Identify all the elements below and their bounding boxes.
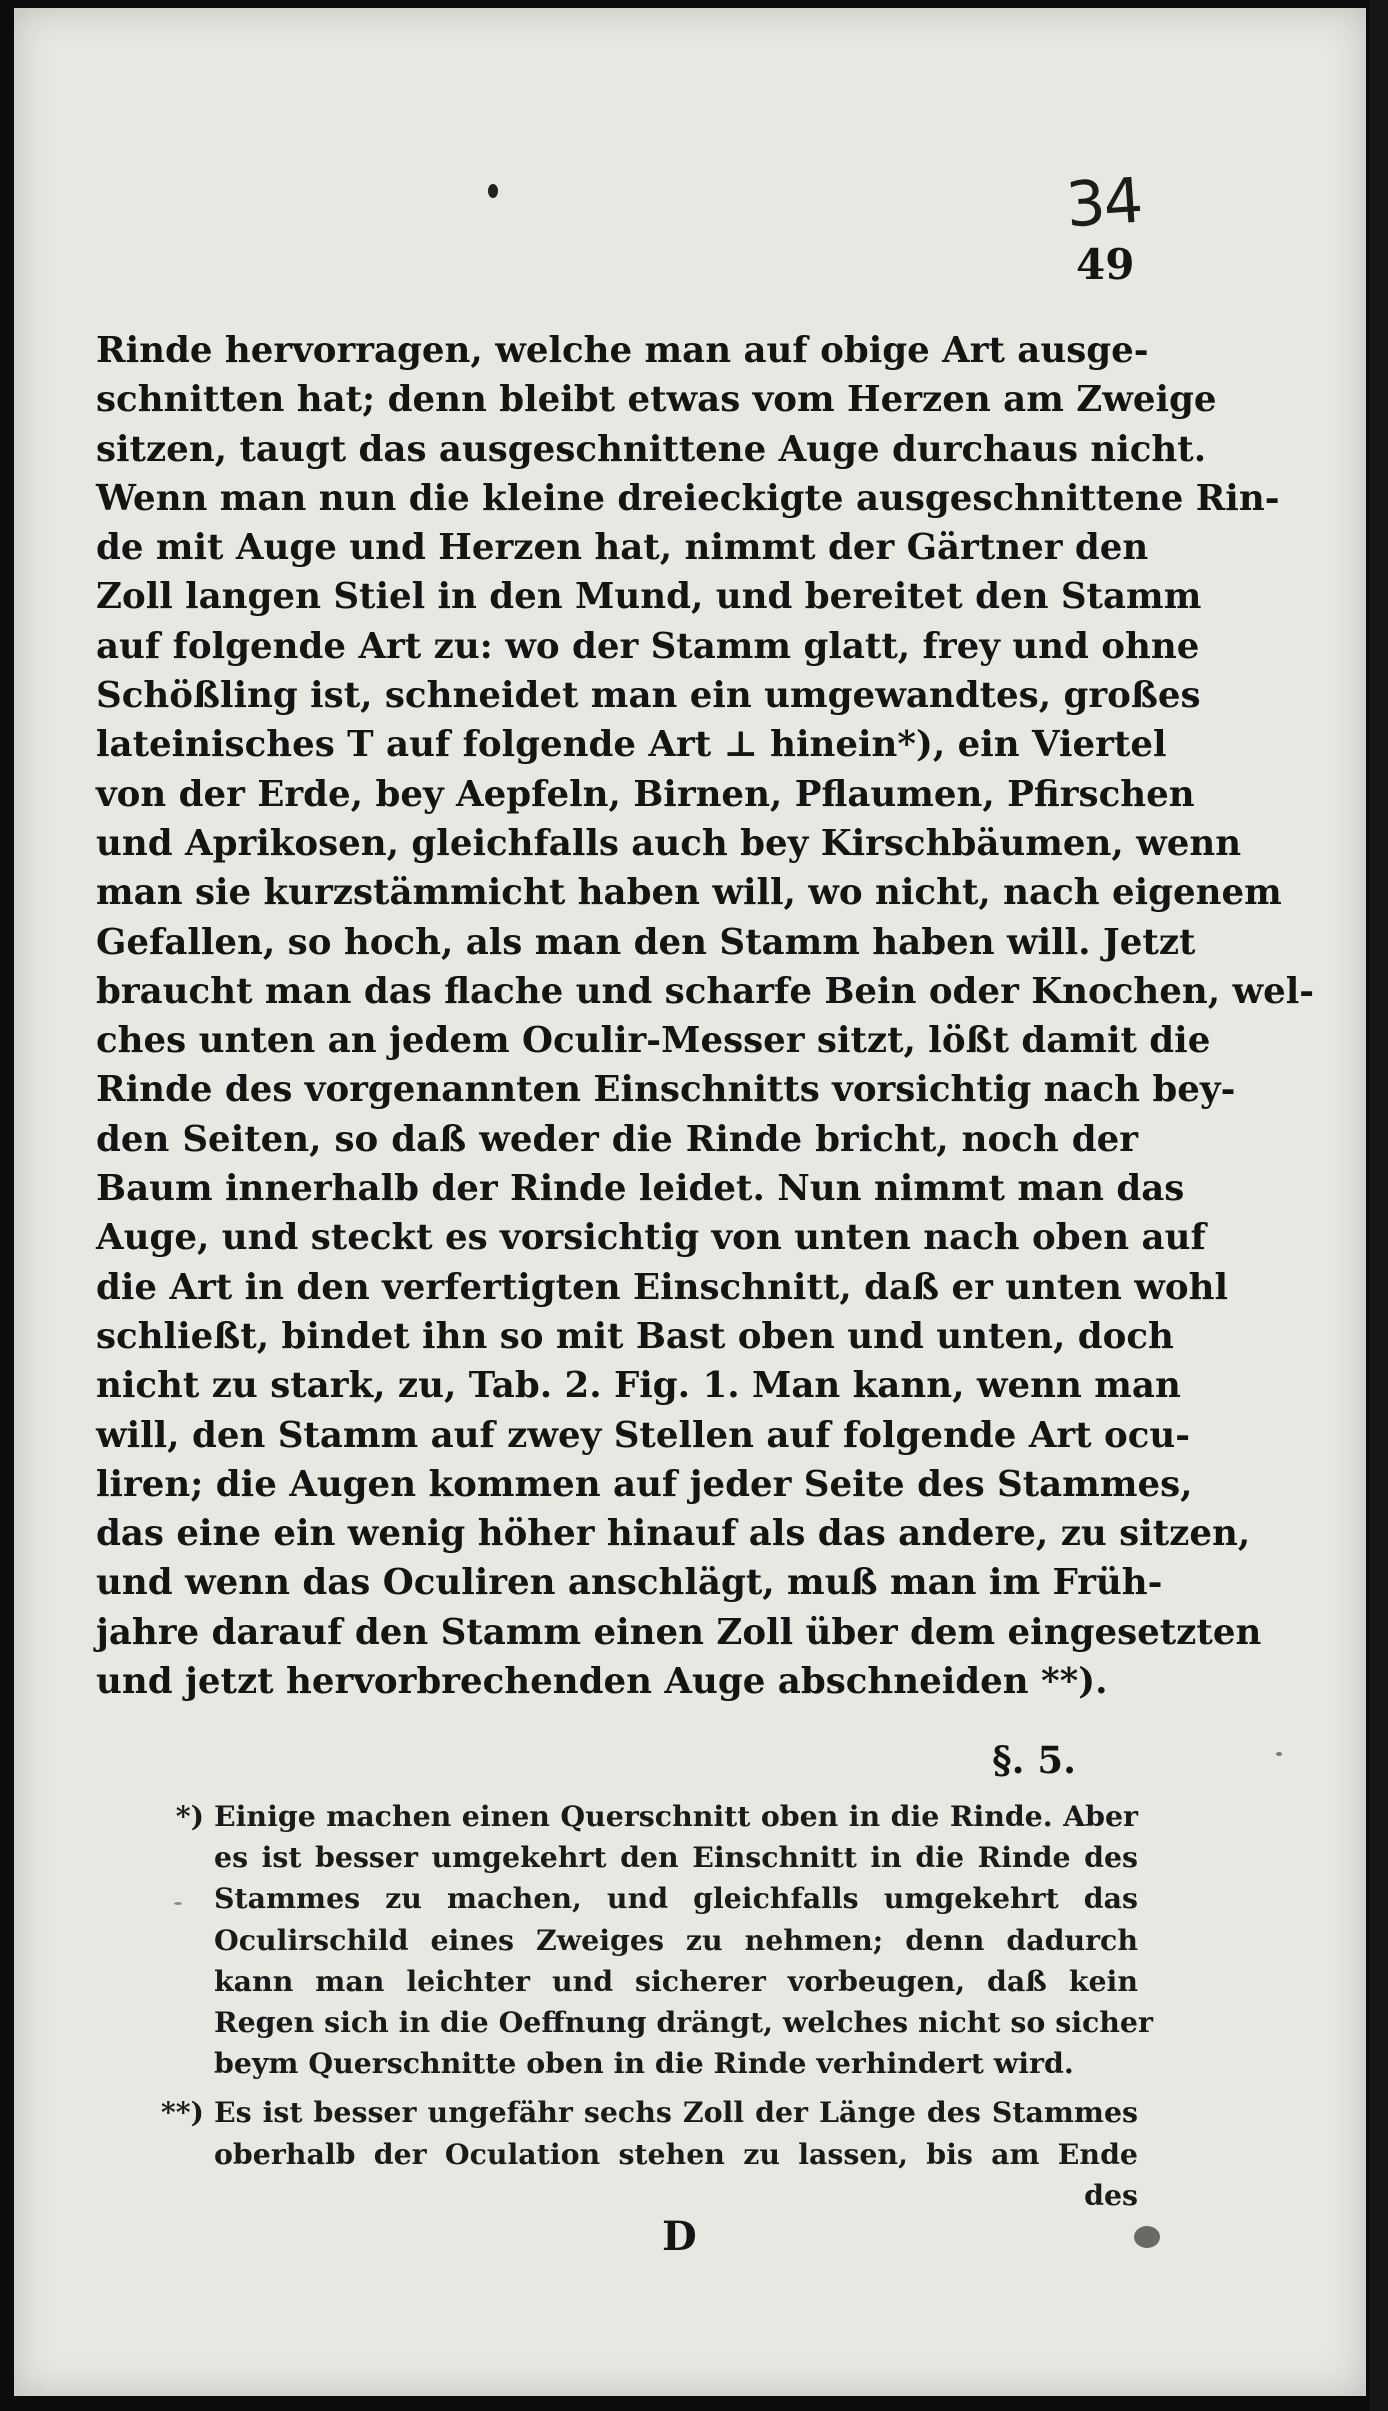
text-line: will, den Stamm auf zwey Stellen auf folgende Art ocu- [96,1414,1191,1456]
text-line: auf folgende Art zu: wo der Stamm glatt, frey und ohne [96,625,1200,667]
text-line: das eine ein wenig höher hinauf als das andere, zu sitzen, [96,1513,1251,1555]
footnote-mark: *) [175,1799,204,1833]
text-line: schnitten hat; denn bleibt etwas vom Herzen am Zweige [96,379,1217,421]
text-line: Rinde des vorgenannten Einschnitts vorsichtig nach bey- [96,1069,1236,1111]
ink-speck [174,1902,182,1905]
text-line: Schößling ist, schneidet man ein umgewandtes, großes [96,675,1201,717]
ink-dot [488,184,498,198]
footnote-line: Oculirschild eines Zweiges zu nehmen; denn dadurch [214,1922,1138,1957]
text-line: schließt, bindet ihn so mit Bast oben und unten, doch [96,1315,1174,1357]
text-line: und wenn das Oculiren anschlägt, muß man im Früh- [96,1562,1163,1604]
handwritten-folio-number: 34 [1063,163,1144,242]
text-line: die Art in den verfertigten Einschnitt, daß er unten wohl [96,1266,1229,1308]
text-line: sitzen, taugt das ausgeschnittene Auge durchaus nicht. [96,428,1207,470]
text-line: Baum innerhalb der Rinde leidet. Nun nimmt man das [96,1168,1185,1210]
scanned-page [14,8,1366,2396]
footnote-mark: **) [160,2095,204,2130]
footnote-line: kann man leichter und sicherer vorbeugen, daß kein [214,1963,1138,1998]
text-line: nicht zu stark, zu, Tab. 2. Fig. 1. Man kann, wenn man [96,1365,1181,1407]
text-line: Rinde hervorragen, welche man auf obige Art ausge- [96,330,1149,371]
footnotes-block [126,1796,1153,2216]
text-line: Auge, und steckt es vorsichtig von unten nach oben auf [96,1217,1206,1259]
text-line: von der Erde, bey Aepfeln, Birnen, Pflaumen, Pfirschen [96,773,1195,815]
scan-edge [1370,0,1388,2411]
text-line: Gefallen, so hoch, als man den Stamm haben will. Jetzt [96,921,1196,963]
text-line: Zoll langen Stiel in den Mund, und bereitet den Stamm [96,576,1202,618]
footnote-line: oberhalb der Oculation stehen zu lassen, bis am Ende [214,2136,1138,2171]
text-line: braucht man das flache und scharfe Bein oder Knochen, wel- [96,970,1315,1012]
text-line: und jetzt hervorbrechenden Auge abschneiden **). [96,1661,1108,1703]
text-line: liren; die Augen kommen auf jeder Seite des Stammes, [96,1463,1193,1505]
footnote-line: Regen sich in die Oeffnung drängt, welches nicht so sicher [214,2005,1153,2040]
text-line: de mit Auge und Herzen hat, nimmt der Gärtner den [96,527,1149,569]
printed-page-number: 49 [1076,240,1135,289]
text-line: lateinisches T auf folgende Art ⊥ hinein*), ein Viertel [96,724,1167,766]
main-text-block [96,326,1315,1706]
footnote-line: Es ist besser ungefähr sechs Zoll der Länge des Stammes [214,2095,1138,2130]
footnote-line: es ist besser umgekehrt den Einschnitt in die Rinde des [214,1840,1138,1875]
section-marker: §. 5. [992,1738,1076,1782]
signature-mark: D [662,2213,697,2260]
ink-speck [1276,1752,1282,1756]
text-line: Wenn man nun die kleine dreieckigte ausgeschnittene Rin- [96,477,1280,519]
footnote [126,2092,1138,2216]
ink-speck [1134,2226,1160,2248]
footnote [126,1796,1153,2084]
footnote-line: beym Querschnitte oben in die Rinde verhindert wird. [214,2046,1074,2081]
text-line: ches unten an jedem Oculir-Messer sitzt, lößt damit die [96,1020,1211,1062]
footnote-line: Stammes zu machen, und gleichfalls umgekehrt das [214,1881,1138,1916]
text-line: und Aprikosen, gleichfalls auch bey Kirschbäumen, wenn [96,822,1242,864]
text-line: den Seiten, so daß weder die Rinde bricht, noch der [96,1118,1138,1160]
text-line: jahre darauf den Stamm einen Zoll über dem eingesetzten [96,1611,1262,1653]
catchword: des [1084,2177,1138,2212]
text-line: man sie kurzstämmicht haben will, wo nicht, nach eigenem [96,872,1282,914]
footnote-line: Einige machen einen Querschnitt oben in die Rinde. Aber [214,1799,1138,1833]
